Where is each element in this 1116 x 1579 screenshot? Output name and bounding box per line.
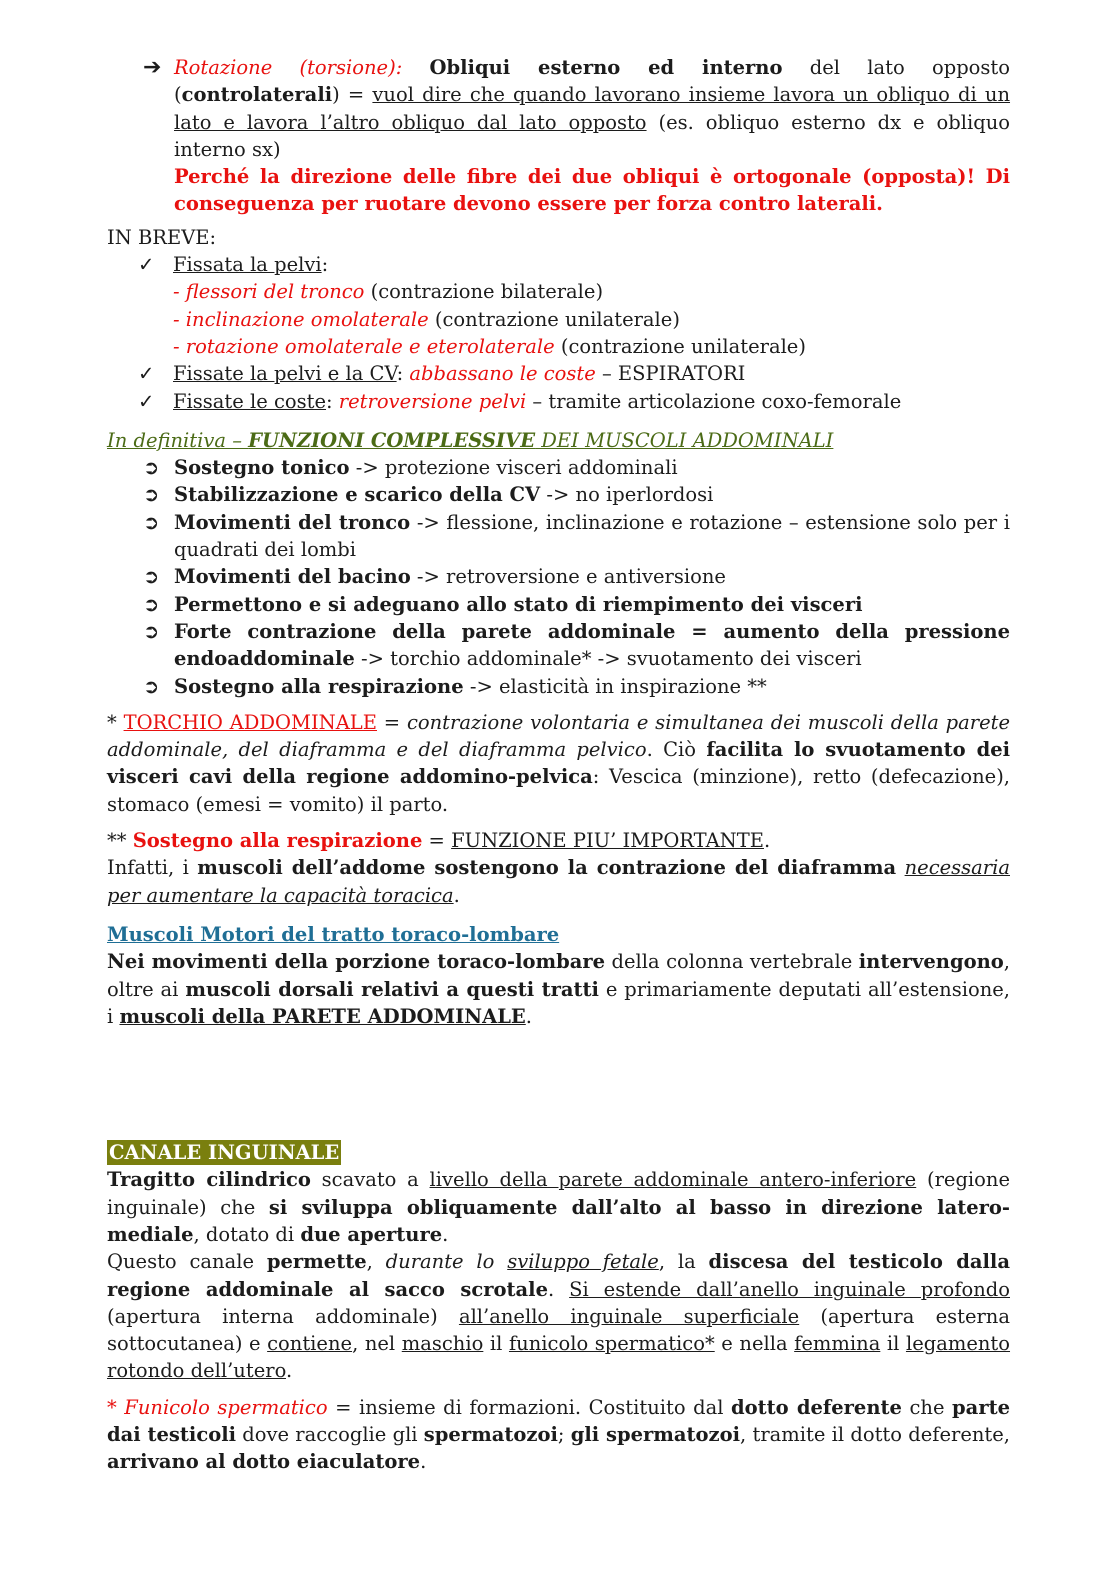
- text-span: arrivano al dotto eiaculatore: [107, 1450, 421, 1474]
- text-span: :: [321, 253, 329, 277]
- rotazione-block: [107, 54, 1010, 218]
- torchio-title: TORCHIO ADDOMINALE: [123, 710, 377, 734]
- funzioni-item-text: [174, 509, 1010, 564]
- text-span: e nella: [714, 1332, 795, 1356]
- text-span: Tragitto cilindrico: [107, 1168, 311, 1192]
- text-span: :: [326, 389, 339, 413]
- check-icon: ✓: [138, 253, 155, 277]
- red-italic-text: retroversione pelvi: [338, 389, 527, 413]
- text-span: del lato opposto (: [174, 56, 1011, 107]
- bold-text: Sostegno tonico: [174, 456, 350, 480]
- bold-text: Nei movimenti della porzione toraco-lombare: [107, 950, 606, 974]
- red-italic-text: abbassano le coste: [409, 362, 596, 386]
- curved-arrow-icon: ➲: [143, 483, 160, 507]
- breve-item: [107, 360, 1010, 387]
- torchio-paragraph: [107, 709, 1010, 818]
- text-span: , nel: [352, 1332, 402, 1356]
- controlaterali-text: controlaterali: [181, 83, 333, 107]
- text-span: sviluppo fetale: [507, 1250, 659, 1274]
- bold-text: muscoli dell’addome sostengono la contrazione del diaframma: [197, 856, 897, 880]
- bold-text: muscoli dorsali relativi a questi tratti: [185, 977, 599, 1001]
- text-span: -> torchio addominale* -> svuotamento dei visceri: [354, 647, 862, 671]
- text-span: (apertura interna addominale): [107, 1304, 459, 1328]
- text-span: [896, 856, 904, 879]
- text-span: (contrazione unilaterale): [428, 307, 680, 331]
- text-span: -> elasticità in inspirazione **: [463, 674, 767, 698]
- text-span: , tramite il dotto deferente,: [740, 1423, 1011, 1447]
- funzioni-item-text: [174, 481, 1010, 508]
- bold-text: intervengono: [858, 950, 1004, 974]
- funzioni-item: [107, 673, 1010, 700]
- funzioni-item-text: [174, 454, 1010, 481]
- breve-item: [107, 388, 1010, 415]
- text-span: , oltre ai: [107, 950, 1010, 1001]
- text-span: femmina: [794, 1332, 881, 1356]
- text-span: – ESPIRATORI: [595, 362, 746, 386]
- text-span: *: [107, 710, 124, 734]
- text-span: – tramite articolazione coxo-femorale: [526, 389, 902, 413]
- funzione-importante: FUNZIONE PIU’ IMPORTANTE: [451, 829, 764, 853]
- text-span: maschio: [401, 1332, 484, 1356]
- italic-underlined-text: necessaria per aumentare la capacità toracica: [107, 856, 1010, 907]
- bold-text: Stabilizzazione e scarico della CV: [174, 483, 541, 507]
- text-span: ,: [366, 1250, 386, 1274]
- text-span: della colonna vertebrale: [605, 950, 859, 974]
- text-span: il: [880, 1332, 906, 1356]
- text-span: -> no iperlordosi: [540, 483, 714, 507]
- text-span: .: [420, 1450, 427, 1474]
- text-span: livello della parete addominale antero-inferiore: [429, 1168, 917, 1192]
- text-span: scavato a: [310, 1168, 430, 1192]
- curved-arrow-icon: ➲: [143, 510, 160, 534]
- bold-text: facilita lo svuotamento dei visceri cavi della regione addomino-pelvica: [107, 738, 1011, 789]
- bold-underlined-text: muscoli della PARETE ADDOMINALE: [119, 1004, 526, 1028]
- text-span: parte dai testicoli: [107, 1395, 1011, 1447]
- canale-paragraph-1: [107, 1166, 1010, 1248]
- canale-paragraph-2: [107, 1248, 1010, 1384]
- text-span: Infatti, i: [107, 856, 198, 880]
- curved-arrow-icon: ➲: [143, 456, 160, 480]
- breve-item: [107, 251, 1010, 278]
- bold-text: Forte contrazione della parete addominale = aumento della pressione endoaddominale: [174, 619, 1010, 671]
- canale-inguinale-title: CANALE INGUINALE: [109, 1141, 340, 1165]
- text-span: il: [483, 1332, 509, 1356]
- respirazione-paragraph: [107, 854, 1010, 909]
- text-span: , la: [658, 1250, 709, 1274]
- text-span: discesa del testicolo dalla regione addominale al sacco scrotale: [107, 1250, 1010, 1301]
- text-span: dove raccoglie gli: [236, 1423, 424, 1447]
- text-span: .: [285, 1359, 293, 1383]
- respirazione-title: Sostegno alla respirazione: [132, 829, 423, 853]
- canale-inguinale-heading: [107, 1139, 1010, 1166]
- text-span: , dotato di: [193, 1222, 301, 1246]
- respirazione-heading: [107, 827, 1010, 854]
- bold-text: Movimenti del tronco: [174, 510, 411, 534]
- text-span: all’anello inguinale superficiale: [458, 1304, 800, 1328]
- text-span: che: [901, 1395, 953, 1419]
- torchio-definition: contrazione volontaria e simultanea dei muscoli della parete addominale, del diaframma e del diaframma pelvico: [107, 710, 1011, 762]
- breve-sub-item: [107, 278, 1010, 305]
- text-span: si sviluppa obliquamente dall’alto al basso in direzione latero-mediale: [107, 1195, 1010, 1246]
- text-span: contiene: [267, 1332, 353, 1356]
- breve-sub-item: [107, 333, 1010, 360]
- text-span: * Funicolo spermatico: [107, 1395, 328, 1419]
- muscoli-motori-paragraph: [107, 948, 1010, 1030]
- funicolo-paragraph: [107, 1394, 1010, 1476]
- text-span: spermatozoi: [423, 1423, 558, 1447]
- text-span: gli spermatozoi: [570, 1423, 741, 1447]
- text-span: -> flessione, inclinazione e rotazione – estensione solo per i quadrati dei lombi: [174, 510, 1010, 562]
- breve-item-head: Fissata la pelvi: [173, 253, 322, 277]
- text-span: -> retroversione e antiversione: [410, 565, 726, 589]
- text-span: (contrazione unilaterale): [554, 334, 806, 358]
- heading-part: FUNZIONI COMPLESSIVE: [248, 428, 536, 452]
- rotazione-paragraph: [174, 54, 1010, 163]
- text-span: ) =: [332, 83, 373, 107]
- obliqui-text: Obliqui esterno ed interno: [429, 56, 783, 79]
- text-span: = insieme di formazioni. Costituito dal: [327, 1395, 732, 1419]
- text-span: .: [547, 1277, 570, 1301]
- in-breve-title: IN BREVE:: [107, 225, 217, 249]
- text-span: :: [396, 362, 410, 386]
- text-span: .: [525, 1004, 532, 1028]
- text-span: e primariamente deputati all’estensione, i: [107, 977, 1011, 1028]
- heading-part: DEI MUSCOLI ADDOMINALI: [535, 428, 834, 452]
- breve-item-head: Fissate la pelvi e la CV: [173, 362, 397, 386]
- funzioni-item: [107, 481, 1010, 508]
- curved-arrow-icon: ➲: [143, 592, 160, 616]
- rotazione-label: Rotazione (torsione):: [174, 56, 403, 79]
- text-span: (contrazione bilaterale): [364, 280, 604, 304]
- curved-arrow-icon: ➲: [143, 674, 160, 698]
- document-page: [107, 54, 1010, 1476]
- text-span: due aperture: [300, 1222, 443, 1246]
- text-span: Si estende dall’anello inguinale profondo: [569, 1277, 1010, 1301]
- funzioni-heading: [107, 427, 1010, 454]
- underlined-explanation: vuol dire che quando lavorano insieme lavora un obliquo di un lato e lavora l’altro obliquo dal lato opposto: [174, 83, 1011, 134]
- text-span: legamento rotondo dell’utero: [107, 1332, 1011, 1383]
- red-italic-text: - rotazione omolaterale e eterolaterale: [173, 334, 555, 358]
- text-span: =: [377, 710, 407, 734]
- text-span: .: [453, 883, 460, 907]
- text-span: durante lo: [385, 1250, 508, 1274]
- text-span: Questo canale: [107, 1250, 267, 1274]
- curved-arrow-icon: ➲: [143, 619, 160, 643]
- funzioni-item: [107, 509, 1010, 564]
- funzioni-item: [107, 591, 1010, 618]
- text-span: (regione inguinale) che: [107, 1168, 1010, 1219]
- text-span: : Vescica (minzione), retto (defecazione), stomaco (emesi = vomito) il parto.: [107, 765, 1011, 816]
- breve-sub-item: [107, 306, 1010, 333]
- curved-arrow-icon: ➲: [143, 565, 160, 589]
- breve-item-head: Fissate le coste: [173, 389, 327, 413]
- text-span: -> protezione visceri addominali: [349, 456, 678, 480]
- text-span: ;: [557, 1423, 571, 1447]
- funzioni-item-text: [174, 618, 1010, 673]
- text-span: dotto deferente: [731, 1395, 902, 1419]
- muscoli-motori-heading: Muscoli Motori del tratto toraco-lombare: [107, 922, 560, 946]
- text-span: . Ciò: [646, 738, 707, 762]
- heading-part: In definitiva –: [107, 428, 249, 452]
- text-span: .: [442, 1222, 449, 1246]
- funzioni-item: [107, 454, 1010, 481]
- text-span: funicolo spermatico*: [508, 1332, 715, 1356]
- red-italic-text: - inclinazione omolaterale: [173, 307, 429, 331]
- funzioni-list: [107, 454, 1010, 700]
- bold-text: Permettono e si adeguano allo stato di riempimento dei visceri: [174, 592, 863, 616]
- check-icon: ✓: [138, 389, 155, 413]
- rotazione-note: Perché la direzione delle fibre dei due obliqui è ortogonale (opposta)! Di conseguenza per ruotare devono essere per forza contro laterali.: [174, 165, 1010, 216]
- text-span: (apertura esterna sottocutanea) e: [107, 1304, 1010, 1356]
- funzioni-item-text: [174, 591, 1010, 618]
- funzioni-item: [107, 618, 1010, 673]
- text-span: permette: [266, 1250, 367, 1274]
- funzioni-item: [107, 563, 1010, 590]
- text-span: (es. obliquo esterno dx e obliquo interno sx): [174, 110, 1011, 161]
- red-italic-text: - flessori del tronco: [173, 280, 365, 304]
- bold-text: Sostegno alla respirazione: [174, 674, 464, 698]
- arrow-right-icon: ➔: [143, 55, 162, 80]
- funzioni-item-text: [174, 563, 1010, 590]
- text-span: =: [422, 829, 452, 853]
- bold-text: Movimenti del bacino: [174, 565, 411, 589]
- check-icon: ✓: [138, 362, 155, 386]
- funzioni-item-text: [174, 673, 1010, 700]
- text-span: **: [107, 829, 133, 853]
- text-span: .: [763, 829, 771, 853]
